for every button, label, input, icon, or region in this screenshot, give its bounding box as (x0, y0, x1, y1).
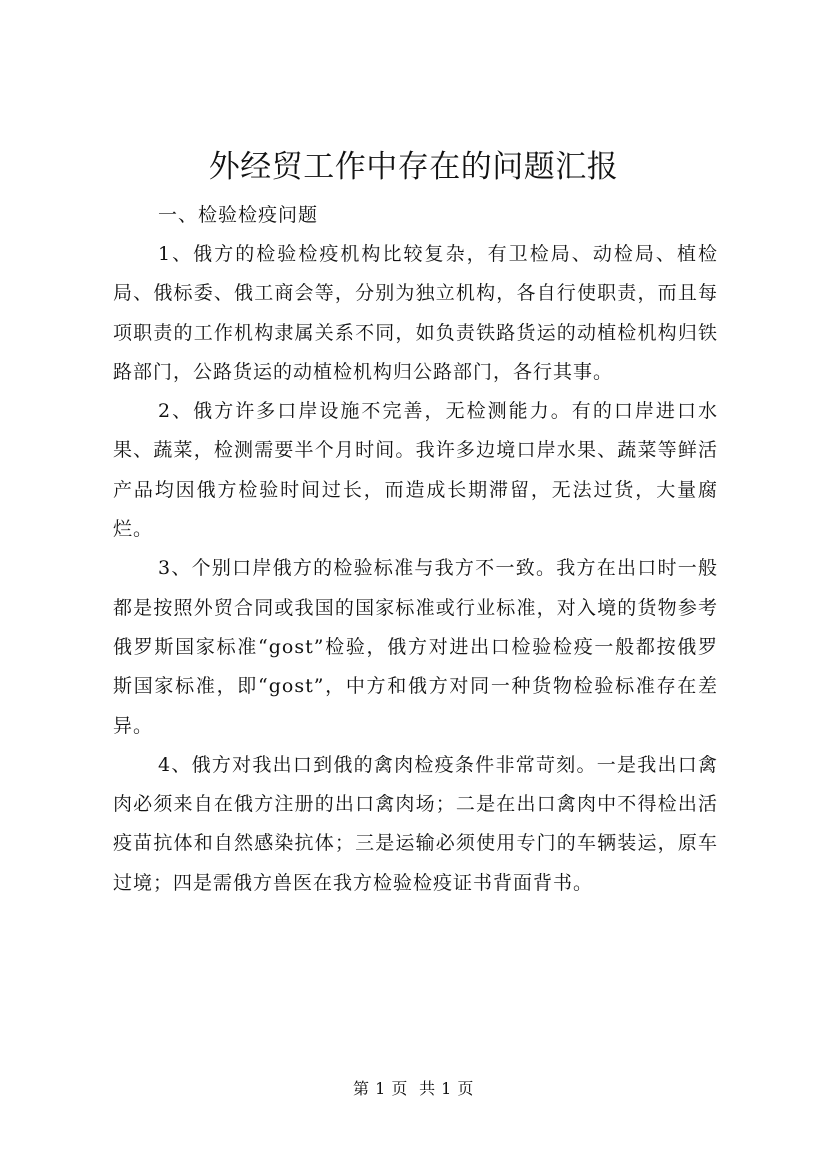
paragraph-4: 4、俄方对我出口到俄的禽肉检疫条件非常苛刻。一是我出口禽肉必须来自在俄方注册的出口禽肉场；二是在出口禽肉中不得检出活疫苗抗体和自然感染抗体；三是运输必须使用专门的车辆装运，原车过境；四是需俄方兽医在我方检验检疫证书背面背书。 (113, 753, 718, 894)
paragraph-2: 2、俄方许多口岸设施不完善，无检测能力。有的口岸进口水果、蔬菜，检测需要半个月时间。我许多边境口岸水果、蔬菜等鲜活产品均因俄方检验时间过长，而造成长期滞留，无法过货，大量腐烂。 (113, 400, 718, 541)
section-heading: 一、检验检疫问题 (158, 204, 319, 226)
paragraph-1: 1、俄方的检验检疫机构比较复杂，有卫检局、动检局、植检局、俄标委、俄工商会等，分别为独立机构，各自行使职责，而且每项职责的工作机构隶属关系不同，如负责铁路货运的动植检机构归铁路部门，公路货运的动植检机构归公路部门，各行其事。 (113, 243, 718, 383)
page-number: 第 1 页 共 1 页 (353, 1079, 474, 1098)
document-title: 外经贸工作中存在的问题汇报 (208, 149, 619, 185)
paragraph-3: 3、个别口岸俄方的检验标准与我方不一致。我方在出口时一般都是按照外贸合同或我国的国家标准或行业标准，对入境的货物参考俄罗斯国家标准“gost”检验，俄方对进出口检验检疫一般都按俄罗斯国家标准，即“gost”，中方和俄方对同一种货物检验标准存在差异。 (113, 557, 718, 737)
page-footer (0, 1078, 827, 1100)
document-body (113, 199, 718, 903)
